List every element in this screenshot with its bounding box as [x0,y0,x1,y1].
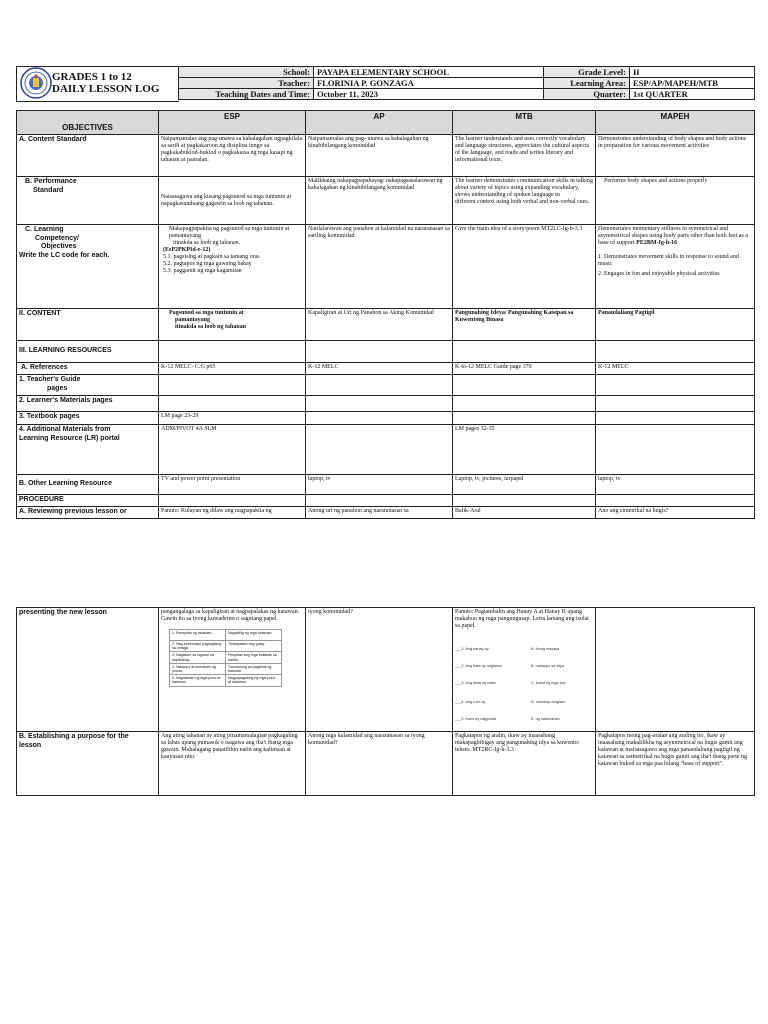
title-line-2: DAILY LESSON LOG [52,83,160,95]
mini-cell: Pinupitas ang mga bulaklak sa hardin. [226,652,282,663]
dates-value: October 11, 2023 [314,89,544,100]
cell-esp: ADM/PIVOT 4A SLM [159,425,306,475]
cell-empty [596,341,755,363]
cell-mapeh: Ano ang simetrikal na hugis? [596,506,755,518]
row-label-resources: III. LEARNING RESOURCES [17,341,159,363]
lesson-log-table-continued [16,607,755,796]
table-row [17,375,755,396]
table-row [170,630,282,641]
cell-mtb [453,177,596,225]
cell-ap: Anong uri ng panahon ang nararanasan sa [306,506,453,518]
matching-b-4: D. masarap maglaro [531,700,566,704]
cell-empty [159,495,306,507]
col-esp: ESP [159,111,306,135]
matching-a-1: ___1. Ang nanay ay [455,647,489,651]
table-row [17,608,755,732]
cell-esp: K-12 MELC- C.G p65 [159,363,306,375]
row-label-references: A. References [17,363,159,375]
table-row [17,425,755,475]
row-label-other-resources: B. Other Learning Resource [17,475,159,495]
cell-empty [596,425,755,475]
cell-text: itinakda sa loob ng tahanan [175,324,247,330]
cell-empty [159,341,306,363]
cell-ap: Kapaligiran at Uri ng Panahon sa Aking Komunidad [306,309,453,341]
cell-text: Demonstrates momentary stillness in symmetrical and asymmetrical shapes using body parts other than both feet as a base of support [598,226,748,246]
table-row [17,475,755,495]
school-value: PAYAPA ELEMENTARY SCHOOL [314,67,544,78]
cell-empty [596,396,755,412]
cell-empty [453,495,596,507]
table-row [170,663,282,674]
table-row [17,495,755,507]
cell-esp [159,608,306,732]
row-label-competency [17,225,159,309]
cell-mtb: Give the main idea of a story/poem MT2LC-Ig-h-3.3 [453,225,596,309]
mini-cell: Tumutulong sa paglilinis ng bakuran. [226,663,282,674]
cell-mtb: Pagkatapos ng aralin, ikaw ay inaasahang makapagbibigay ang pangunahing idya sa kuwento/ teksto. MT2RC-Ig-h-3.3 [453,732,596,796]
cell-ap: Anong mga kalamidad ang nararanasan sa iyong komunidad? [306,732,453,796]
row-label-content: II. CONTENT [17,309,159,341]
school-label: School: [179,67,314,78]
matching-a-4: ___4. Ang Lolo ay [455,700,486,704]
header-info-table [178,66,755,100]
cell-empty [306,495,453,507]
cell-text: 5.2. pagtapos ng mga gawaing bahay [163,261,252,267]
cell-text: pangangalaga sa kapaligiran at nagpapalakas ng katawan. Gawin ito sa iyong kuwaderno o sagutang papel. [161,609,300,622]
col-ap: AP [306,111,453,135]
cell-mapeh: Panandaliang Pagtigil [596,309,755,341]
dates-label: Teaching Dates and Time: [179,89,314,100]
row-label-procedure: PROCEDURE [17,495,159,507]
teacher-label: Teacher: [179,78,314,89]
cell-esp: Naipamamalas ang pag-unawa sa kahalagahan ngpagkilala sa sarili at pagkakaroon ng disiplina tungo sa pagkakabuklod-buklod o pagkakaisa ng mga kasapi ng tahanan at paaralan. [159,135,306,177]
cell-empty [453,375,596,396]
cell-ap: K-12 MELC [306,363,453,375]
cell-text [598,226,752,247]
matching-a-3: ___3. Ang aklat ay nasa [455,681,496,685]
mini-cell: 5. Nagtatanim ng mga puno at halaman. [170,675,226,686]
teacher-value: FLORINIA P. GONZAGA [314,78,544,89]
lc-code: PE2BM-Ig-h-16 [636,240,678,246]
cell-text: itinakda sa loob ng tahanan. [173,240,241,246]
cell-empty [596,608,755,732]
cell-empty [306,396,453,412]
table-row [17,309,755,341]
mini-cell: 2. Nag-eehersisyo pagkagising sa umaga. [170,641,226,652]
quarter-label: Quarter: [544,89,630,100]
row-label-reviewing: A. Reviewing previous lesson or [17,506,159,518]
matching-b-2: B. nakaupo sa silya [531,664,564,668]
cell-empty [453,412,596,425]
matching-b-3: C. bukid ng mga lolo [531,681,566,685]
cell-empty [306,375,453,396]
col-objectives: OBJECTIVES [17,111,159,135]
cell-ap: Naiilalarawan ang panahon at kalamidad na nararanasan sa sariling komunidad [306,225,453,309]
table-row [17,732,755,796]
cell-ap: Malikhaing nakapagpapahayag/ nakapagsasalarawan ng kahalagahan ng kinabibilangang komunidad [306,177,453,225]
table-row [170,641,282,652]
label-line: pages [47,384,68,392]
mini-cell: 3. Naglalaro sa lugaran sa kapitbahay. [170,652,226,663]
cell-mapeh [596,225,755,309]
cell-mtb: K-to-12 MELC Guide page 370 [453,363,596,375]
col-mapeh: MAPEH [596,111,755,135]
label-line: Write the LC code for each. [19,251,110,259]
lc-code: (EsP2PKPId-e-12) [163,247,211,253]
table-row [17,177,755,225]
label-line: Standard [33,186,64,194]
cell-text: 2. Engages in fun and enjoyable physical activities [598,271,720,277]
cell-empty [159,396,306,412]
row-label-additional-materials [17,425,159,475]
cell-empty [596,412,755,425]
cell-empty [159,375,306,396]
matching-b-5: E. ng halamanan [531,717,560,721]
matching-b-1: A. ibong masaya [531,647,560,651]
cell-empty [453,396,596,412]
cell-empty [306,341,453,363]
table-row [17,225,755,309]
table-row [17,506,755,518]
label-line: Objectives [41,243,77,250]
cell-text: 1. Demonstrates movement skills in response to sound and music [598,254,739,267]
cell-esp: Panuto: Kulayan ng dilaw ang nagpapakita ng [159,506,306,518]
cell-mapeh: Performs body shapes and actions properly [596,177,755,225]
table-row [17,396,755,412]
cell-text: Panuto: Pagtambalin ang Hanay A at Hanay B upang makabuo ng mga pangungusap. Letra lamang ang isulat sa papel. [455,609,589,629]
mini-cell: 4. Nakaupo at kumakain ng prutas. [170,663,226,674]
cell-esp: Ang ating tahanan ay ating pinamamalagian pagkagaling sa labas upang pumasok o isagawa ang iba't ibang mga gawain. Mahalagang panatilihin natin ang kalinisan at kaayusan nito. [159,732,306,796]
matching-a-2: ___2. Ang bata ay naglalaro [455,664,503,668]
row-label-content-standard: A. Content Standard [17,135,159,177]
table-row [17,341,755,363]
cell-text: Naisasagawa ang kusang pagsunod sa mga tuntunin at napagkasunduang gagawin sa loob ng tahanan. [161,193,292,207]
mini-cell: Nagpapagulong ng mga puno at halaman. [226,675,282,686]
cell-mtb [453,608,596,732]
cell-text: The learner demonstrates communication skills in talking about variety of topics using expanding vocabulary, shows understanding of spoken language in [455,178,593,198]
cell-empty [453,341,596,363]
lesson-log-table [16,110,755,519]
row-label-presenting: presenting the new lesson [17,608,159,732]
row-label-performance-standard [17,177,159,225]
cell-mtb: Laptop, tv, pictures, tarpapel [453,475,596,495]
cell-text: Pagsunod sa mga tuntunin at [169,310,244,316]
label-line: C. Learning [25,226,64,233]
cell-esp: LM page 23-29 [159,412,306,425]
cell-mapeh: Pagkatapos mong pag-aralan ang araling ito, ikaw ay inaasahang makalilikha ng asymmetrical na hugis gamit ang katawan at maisasagawa ang mga panandaliang pagtigil ng katawan sa asimetrikal na hugis gamit ang iba't ibang parte ng katawan bukod sa mga paa bilang "base of support". [596,732,755,796]
table-row [17,363,755,375]
grade-label: Grade Level: [544,67,630,78]
cell-mtb: The learner understands and uses correctly vocabulary and language structures, appreciates the cultural aspects of the language, and reads and writes literary and informational texts. [453,135,596,177]
cell-esp [159,177,306,225]
grade-value: II [630,67,755,78]
label-line: B. Establishing a purpose for the [19,733,129,740]
cell-ap: Naipamamalas ang pag- unawa sa kahalagahan ng kinabibilangang komunidad [306,135,453,177]
label-line: lesson [19,741,42,749]
table-row [17,412,755,425]
label-line: 4. Additional Materials from [19,426,111,433]
cell-esp: TV and power point presentation [159,475,306,495]
mini-cell: Tinatapakan ang gulay. [226,641,282,652]
cell-mapeh: laptop, tv [596,475,755,495]
label-line: B. Performance [25,178,77,185]
matching-a-5: ___5. Kami ay nagpunta [455,717,497,721]
label-line: Competency/ [35,234,79,242]
row-label-textbook: 3. Textbook pages [17,412,159,425]
cell-mapeh: K-12 MELC [596,363,755,375]
row-label-establishing-purpose [17,732,159,796]
area-label: Learning Area: [544,78,630,89]
cell-mtb: LM pages 32-35 [453,425,596,475]
row-label-teachers-guide [17,375,159,396]
cell-mtb: Pangunahing Ideya/ Pangunahing Kaisipan sa Kuwentong Binasa [453,309,596,341]
title-frame [16,66,179,102]
cell-text: 5.3. paggamit ng mga kagamitan [163,268,242,274]
cell-mapeh: Demonstrates understanding of body shapes and body actions in preparation for various movement activities [596,135,755,177]
row-label-learners-materials: 2. Learner's Materials pages [17,396,159,412]
cell-empty [306,425,453,475]
activity-mini-table [169,629,282,687]
cell-ap: iyong komunidad? [306,608,453,732]
cell-empty [596,375,755,396]
cell-ap: laptop, tv [306,475,453,495]
cell-text: Makapagpapakita ng pagsunod sa mga tuntunin at pamantayang [169,226,290,239]
cell-empty [306,412,453,425]
cell-empty [596,495,755,507]
quarter-value: 1st QUARTER [630,89,755,100]
col-mtb: MTB [453,111,596,135]
mini-cell: 1. Pumipitas ng halaman. [170,630,226,641]
cell-text: 5.1. pagsising at pagkain sa tamang oras [163,254,260,260]
cell-mtb: Balik-Aral [453,506,596,518]
area-value: ESP/AP/MAPEH/MTB [630,78,755,89]
cell-esp [159,225,306,309]
table-row [170,652,282,663]
label-line: Learning Resource (LR) portal [19,434,120,442]
table-row [17,135,755,177]
table-row [170,675,282,686]
title-line-1: GRADES 1 to 12 [52,71,132,83]
label-line: 1. Teacher's Guide [19,376,81,383]
mini-cell: Nagdidilig ng mga halaman. [226,630,282,641]
cell-text: pamantayang [175,317,211,323]
cell-text: different context using both verbal and non-verbal cues. [455,199,590,205]
cell-esp [159,309,306,341]
